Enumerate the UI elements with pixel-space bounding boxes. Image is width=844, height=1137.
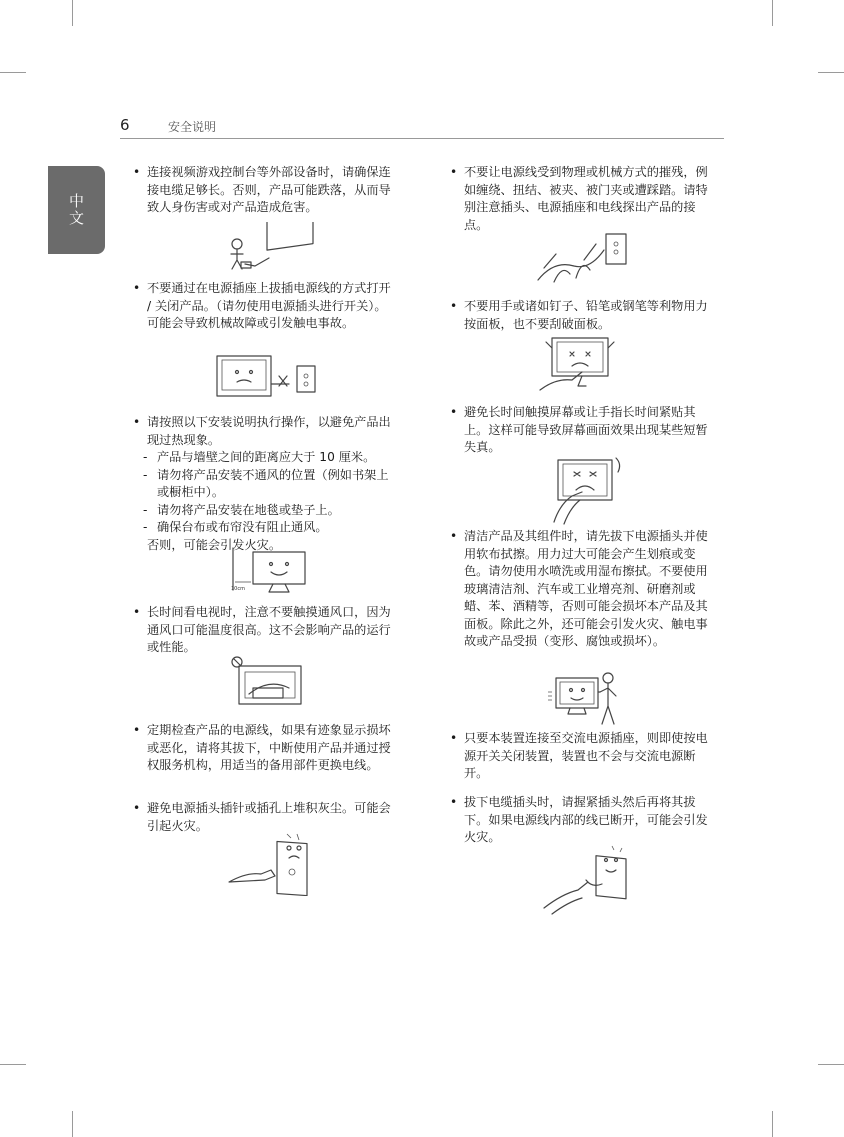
unplug-illustration [542,844,630,916]
list-item [450,730,712,783]
item-text: 清洁产品及其组件时，请先拔下电源插头并使用软布拭擦。用力过大可能会产生划痕或变色。请勿使用水喷洗或用湿布擦拭。不要使用玻璃清洁剂、汽车或工业增亮剂、研磨剂或蜡、苯、酒精等，否则可能会损坏本产品及其面板。除此之外，还可能会引发火灾、触电事故或产品受损（变形、腐蚀或损坏）。 [464,529,708,648]
sharp-object-illustration [538,334,620,392]
list-item [450,794,712,847]
vent-warning-illustration [229,654,307,710]
sub-item [143,502,395,520]
item-note: 否则，可能会引发火灾。 [147,537,282,552]
dash: - [143,467,148,482]
list-item [450,164,712,234]
dash: - [143,520,148,534]
page-header [120,116,724,139]
wall-distance-illustration [229,546,315,594]
language-tab [48,166,105,254]
item-text: 拔下电缆插头时，请握紧插头然后再将其拔下。如果电源线内部的线已断开，可能会引发火灾。 [464,795,708,844]
bullet: • [450,299,458,313]
crop-mark [818,72,844,73]
item-text: 定期检查产品的电源线，如果有迹象显示损坏或恶化，请将其拔下，中断使用产品并通过授权服务机构，用适当的备用部件更换电线。 [147,723,391,772]
bullet: • [133,165,141,179]
bullet: • [133,605,141,619]
list-item [133,722,395,775]
cord-damage-illustration [534,230,630,288]
item-text: 只要本装置连接至交流电源插座，则即使按电源开关关闭装置，装置也不会与交流电源断开。 [464,731,708,780]
list-item [450,528,712,651]
item-text: 请按照以下安装说明执行操作，以避免产品出现过热现象。 [147,415,391,447]
item-text: 长时间看电视时，注意不要触摸通风口，因为通风口可能温度很高。这不会影响产品的运行或性能。 [147,605,391,654]
sub-item [143,449,395,467]
bullet: • [450,529,458,543]
crop-mark [772,0,773,26]
bullet: • [450,731,458,745]
crop-mark [0,72,26,73]
bullet: • [133,801,141,815]
item-text: 不要用手或诸如钉子、铅笔或钢笔等利物用力按面板，也不要刮破面板。 [464,299,708,331]
bullet: • [450,405,458,419]
crop-mark [72,1111,73,1137]
cleaning-illustration [546,670,624,728]
sub-item-text: 请勿将产品安装在地毯或垫子上。 [157,502,340,517]
dusty-plug-illustration [227,832,311,896]
language-tab-label: 中文 [67,193,85,227]
list-item [450,404,712,457]
crop-mark [818,1064,844,1065]
crop-mark [772,1111,773,1137]
distance-label: 10cm [231,586,245,592]
list-item [133,604,395,657]
item-text: 避免长时间触摸屏幕或让手指长时间紧贴其上。这样可能导致屏幕画面效果出现某些短暂失真。 [464,405,708,454]
sub-item [143,519,395,537]
sub-item-text: 确保台布或布帘没有阻止通风。 [157,520,328,534]
sub-item-text: 请勿将产品安装不通风的位置（例如书架上或橱柜中）。 [157,467,389,499]
bullet: • [133,281,141,295]
item-text: 不要通过在电源插座上拔插电源线的方式打开 / 关闭产品。（请勿使用电源插头进行开关）。可能会导致机械故障或引发触电事故。 [147,281,391,330]
dash: - [143,502,148,517]
console-cable-illustration [225,222,320,274]
list-item [133,280,395,333]
page-number: 6 [120,116,130,134]
bullet: • [133,415,141,429]
item-text: 避免电源插头插针或插孔上堆积灰尘。可能会引起火灾。 [147,801,391,833]
dash: - [143,450,148,464]
list-item [133,800,395,835]
list-item [133,164,395,217]
item-text: 连接视频游戏控制台等外部设备时，请确保连接电缆足够长。否则，产品可能跌落，从而导致人身伤害或对产品造成危害。 [147,165,391,214]
touch-screen-illustration [546,454,628,526]
crop-mark [0,1064,26,1065]
list-item [450,298,712,333]
section-title: 安全说明 [168,120,217,134]
bullet: • [133,723,141,737]
list-item [133,414,395,554]
bullet: • [450,795,458,809]
item-text: 不要让电源线受到物理或机械方式的摧残，例如缠绕、扭结、被夹、被门夹或遭踩踏。请特别注意插头、电源插座和电线探出产品的接点。 [464,165,708,232]
crop-mark [72,0,73,26]
sub-item-text: 产品与墙壁之间的距离应大于 10 厘米。 [157,450,376,464]
plug-switch-illustration [215,354,320,404]
bullet: • [450,165,458,179]
sub-item [143,467,395,502]
